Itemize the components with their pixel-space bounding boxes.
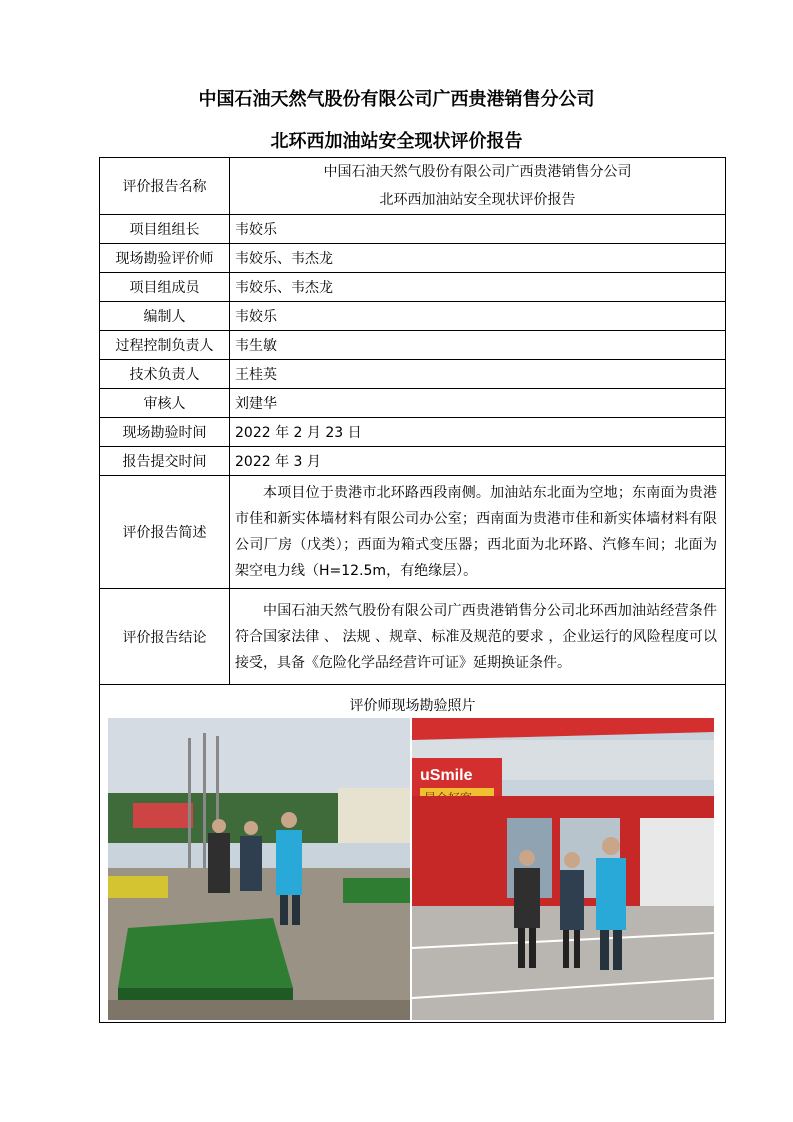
- label-survey-date: 现场勘验时间: [100, 418, 230, 447]
- value-survey-date: 2022 年 2 月 23 日: [230, 418, 726, 447]
- report-info-table: [99, 157, 726, 1023]
- value-technical-lead: 王桂英: [230, 360, 726, 389]
- label-technical-lead: 技术负责人: [100, 360, 230, 389]
- value-site-assessor: 韦姣乐、韦杰龙: [230, 244, 726, 273]
- value-report-name: [230, 158, 726, 215]
- photos-title: 评价师现场勘验照片: [349, 698, 476, 714]
- label-reviewer: 审核人: [100, 389, 230, 418]
- label-team-members: 项目组成员: [100, 273, 230, 302]
- report-name-line2: 北环西加油站安全现状评价报告: [379, 192, 576, 208]
- label-submit-date: 报告提交时间: [100, 447, 230, 476]
- document-title-line2: 北环西加油站安全现状评价报告: [270, 131, 523, 152]
- label-conclusion: 评价报告结论: [100, 589, 230, 685]
- label-process-control: 过程控制负责人: [100, 331, 230, 360]
- label-team-leader: 项目组组长: [100, 215, 230, 244]
- value-summary: 本项目位于贵港市北环路西段南侧。加油站东北面为空地；东南面为贵港市佳和新实体墙材料有限公司办公室；西南面为贵港市佳和新实体墙材料有限公司厂房（戊类）；西面为箱式变压器；西北面为北环路、汽修车间；北面为架空电力线（H=12.5m，有绝缘层）。: [230, 476, 726, 589]
- label-site-assessor: 现场勘验评价师: [100, 244, 230, 273]
- site-photo-tank-area: [108, 718, 410, 1020]
- value-process-control: 韦生敏: [230, 331, 726, 360]
- value-reviewer: 刘建华: [230, 389, 726, 418]
- site-photo-fuel-station: [412, 718, 714, 1020]
- value-team-leader: 韦姣乐: [230, 215, 726, 244]
- value-submit-date: 2022 年 3 月: [230, 447, 726, 476]
- label-author: 编制人: [100, 302, 230, 331]
- value-team-members: 韦姣乐、韦杰龙: [230, 273, 726, 302]
- document-title-line1: 中国石油天然气股份有限公司广西贵港销售分公司: [198, 89, 595, 110]
- value-author: 韦姣乐: [230, 302, 726, 331]
- label-summary: 评价报告简述: [100, 476, 230, 589]
- value-conclusion: 中国石油天然气股份有限公司广西贵港销售分公司北环西加油站经营条件符合国家法律 、 法规 、规章、标准及规范的要求 ，企业运行的风险程度可以接受，具备《危险化学品经营许可证》延期换证条件。: [230, 589, 726, 685]
- station-sign-line1: uSmile: [420, 767, 473, 784]
- photos-cell: [100, 685, 726, 1023]
- report-name-line1: 中国石油天然气股份有限公司广西贵港销售分公司: [323, 164, 632, 180]
- label-report-name: 评价报告名称: [100, 158, 230, 215]
